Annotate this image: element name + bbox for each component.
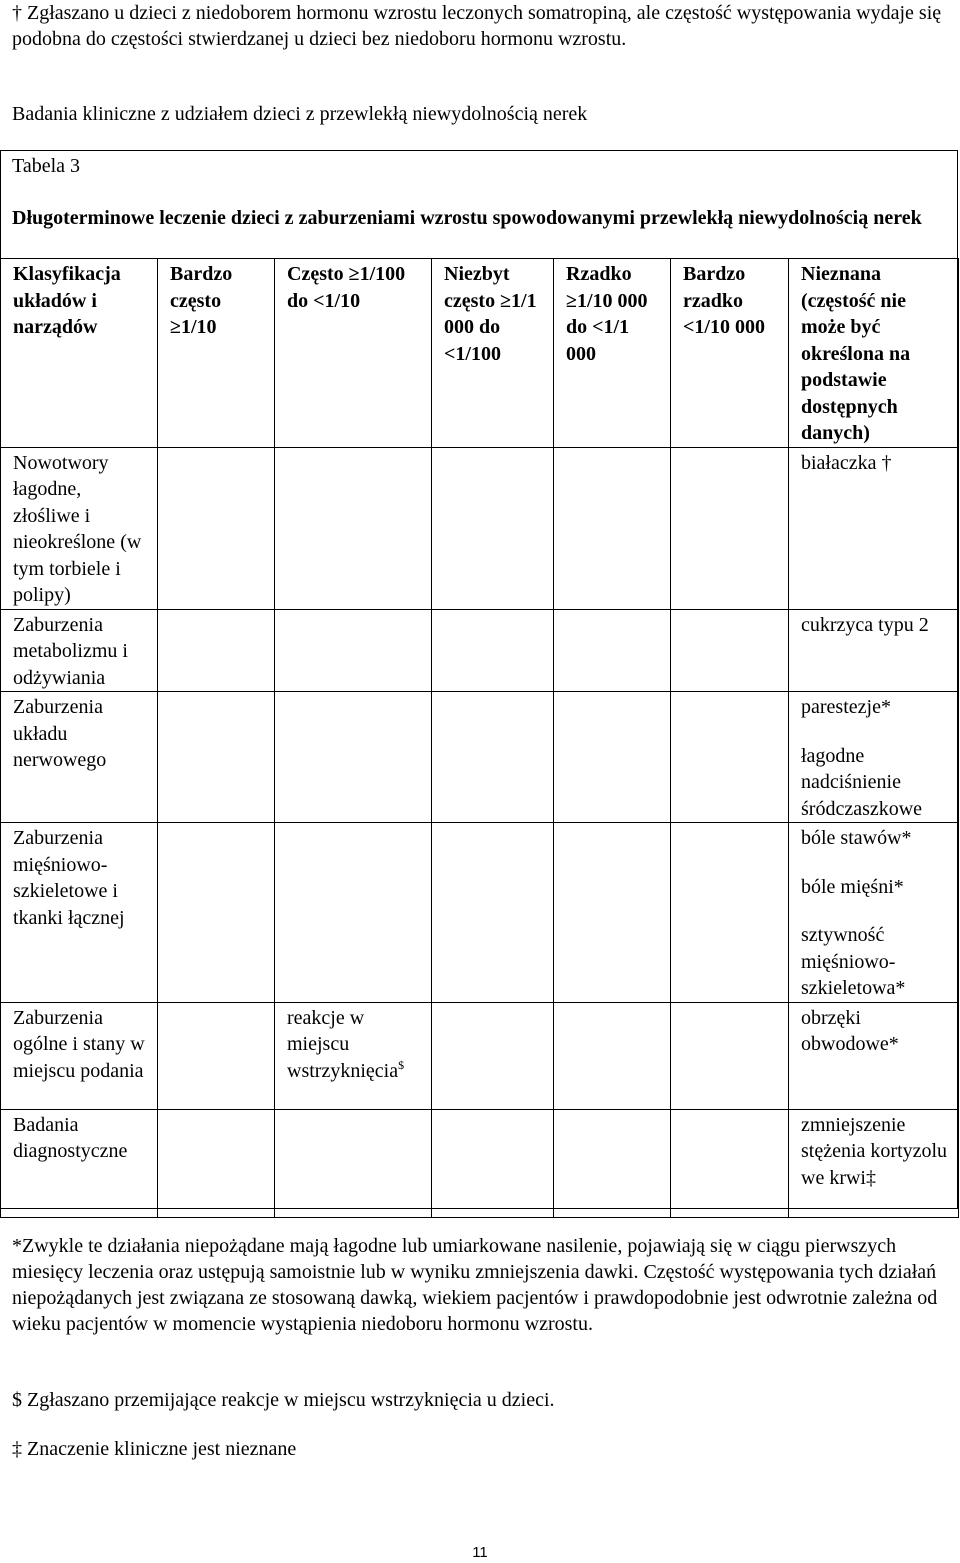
table-row — [1, 609, 959, 692]
cell-very-rare — [671, 447, 789, 609]
cell-very-rare — [671, 1109, 789, 1217]
table-header-row — [1, 259, 959, 448]
cell-rare — [554, 609, 671, 692]
footnote-marker: $ — [398, 1057, 405, 1072]
reaction-item: cukrzyca typu 2 — [801, 613, 929, 636]
row-soc: Zaburzenia ogólne i stany w miejscu podania — [1, 1002, 158, 1109]
page-number: 11 — [472, 1544, 488, 1561]
header-very-rare: Bardzo rzadko <1/10 000 — [671, 259, 789, 448]
section-heading: Badania kliniczne z udziałem dzieci z przewlekłą niewydolnością nerek — [12, 103, 588, 125]
reaction-item: bóle mięśni* — [801, 875, 904, 898]
cell-uncommon — [432, 823, 554, 1003]
cell-rare — [554, 823, 671, 1003]
cell-rare — [554, 692, 671, 823]
reaction-item: bóle stawów* — [801, 827, 912, 849]
cell-common — [275, 692, 432, 823]
table-row — [1, 447, 959, 609]
cell-very-rare — [671, 823, 789, 1003]
row-soc: Zaburzenia układu nerwowego — [1, 692, 158, 823]
cell-unknown — [789, 823, 959, 1003]
cell-common — [275, 1109, 432, 1217]
cell-rare — [554, 447, 671, 609]
cell-common — [275, 823, 432, 1003]
cell-unknown — [789, 692, 959, 823]
cell-very-common — [158, 692, 275, 823]
cell-unknown — [789, 1002, 959, 1109]
header-unknown: Nieznana (częstość nie może być określona na podstawie dostępnych danych) — [789, 259, 959, 448]
cell-very-rare — [671, 1002, 789, 1109]
cell-unknown — [789, 1109, 959, 1217]
table-row — [1, 823, 959, 1003]
row-soc: Badania diagnostyczne — [1, 1109, 158, 1217]
cell-very-common — [158, 609, 275, 692]
header-very-common: Bardzo często ≥1/10 — [158, 259, 275, 448]
cell-rare — [554, 1109, 671, 1217]
cell-uncommon — [432, 1002, 554, 1109]
cell-unknown — [789, 609, 959, 692]
cell-very-common — [158, 447, 275, 609]
cell-very-common — [158, 1002, 275, 1109]
cell-rare — [554, 1002, 671, 1109]
row-soc: Zaburzenia metabolizmu i odżywiania — [1, 609, 158, 692]
table-row — [1, 1109, 959, 1217]
cell-common — [275, 447, 432, 609]
cell-uncommon — [432, 609, 554, 692]
table-row — [1, 1002, 959, 1109]
cell-very-common — [158, 1109, 275, 1217]
cell-uncommon — [432, 692, 554, 823]
table-row — [1, 692, 959, 823]
cell-very-rare — [671, 609, 789, 692]
intro-paragraph: † Zgłaszano u dzieci z niedoborem hormonu wzrostu leczonych somatropiną, ale częstość występowania wydaje się podobna do częstości stwierdzanej u dzieci bez niedoboru hormonu wzrostu. — [12, 2, 942, 50]
cell-common — [275, 1002, 432, 1109]
row-soc: Zaburzenia mięśniowo-szkieletowe i tkanki łącznej — [1, 823, 158, 1003]
reaction-item: białaczka † — [801, 451, 892, 474]
reaction-item: zmniejszenie stężenia kortyzolu we krwi‡ — [801, 1113, 948, 1189]
reaction-item: reakcje w miejscu wstrzyknięcia — [287, 1006, 399, 1082]
row-soc: Nowotwory łagodne, złośliwe i nieokreślone (w tym torbiele i polipy) — [1, 447, 158, 609]
header-soc: Klasyfikacja układów i narządów — [1, 259, 158, 448]
reaction-item: sztywność mięśniowo-szkieletowa* — [801, 924, 906, 999]
footnote-asterisk: *Zwykle te działania niepożądane mają łagodne lub umiarkowane nasilenie, pojawiają się w ciągu pierwszych miesięcy leczenia oraz ustępują samoistnie lub w wyniku zmniejszenia dawki. Częstość występowania tych działań niepożądanych jest związana ze stosowaną dawką, wiekiem pacjentów i prawdopodobnie jest odwrotnie zależna od wieku pacjentów w momencie wystąpienia niedoboru hormonu wzrostu. — [12, 1235, 938, 1335]
cell-very-common — [158, 823, 275, 1003]
table-caption: Długoterminowe leczenie dzieci z zaburzeniami wzrostu spowodowanymi przewlekłą niewydolnością nerek — [12, 207, 922, 229]
cell-unknown — [789, 447, 959, 609]
table-label: Tabela 3 — [12, 155, 81, 177]
cell-very-rare — [671, 692, 789, 823]
footnote-double-dagger: ‡ Znaczenie kliniczne jest nieznane — [12, 1438, 297, 1460]
reaction-item: parestezje* — [801, 696, 891, 718]
header-common: Często ≥1/100 do <1/10 — [275, 259, 432, 448]
header-rare: Rzadko ≥1/10 000 do <1/1 000 — [554, 259, 671, 448]
reaction-item: obrzęki obwodowe* — [801, 1006, 899, 1055]
footnote-dollar: $ Zgłaszano przemijające reakcje w miejscu wstrzyknięcia u dzieci. — [12, 1389, 555, 1411]
reaction-item: łagodne nadciśnienie śródczaszkowe — [801, 744, 923, 820]
adverse-reactions-table — [0, 258, 959, 1218]
cell-uncommon — [432, 1109, 554, 1217]
cell-uncommon — [432, 447, 554, 609]
header-uncommon: Niezbyt często ≥1/1 000 do <1/100 — [432, 259, 554, 448]
cell-common — [275, 609, 432, 692]
